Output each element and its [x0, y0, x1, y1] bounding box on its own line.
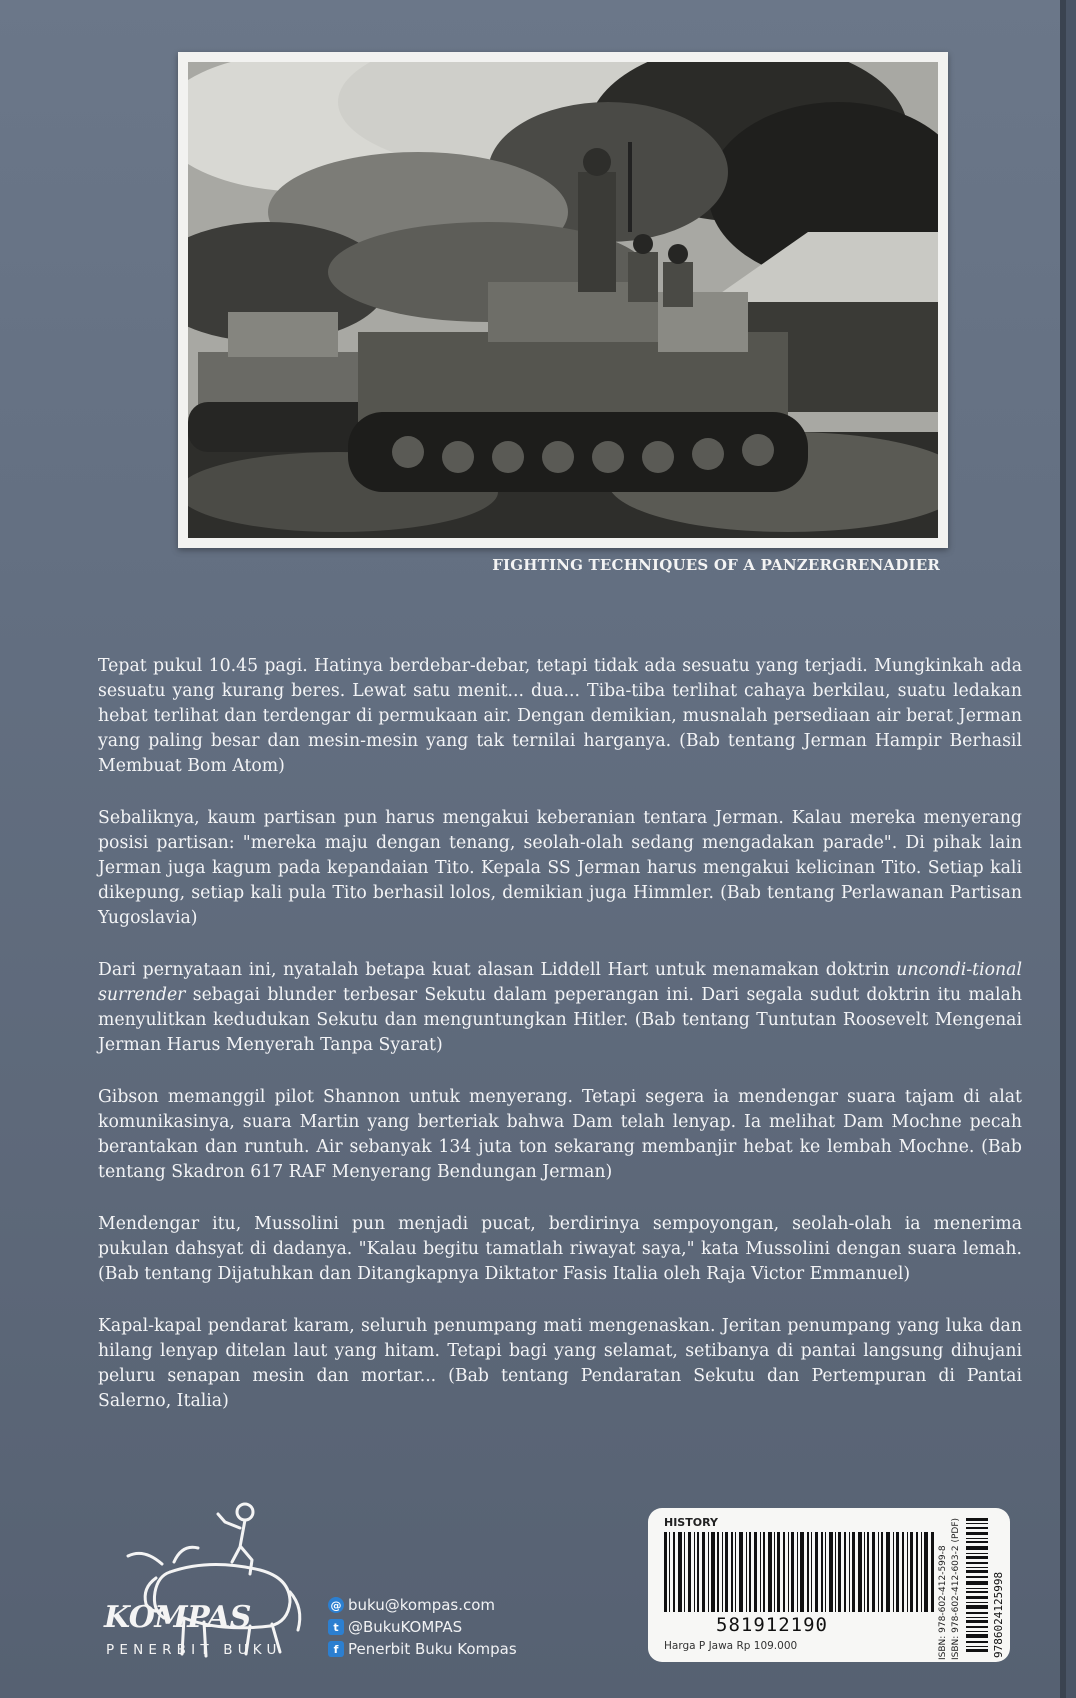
blurb-paragraph: Kapal-kapal pendarat karam, seluruh penumpang mati mengenaskan. Jeritan penumpang yang luka dan hilang lenyap ditelan laut yang hitam. Tetapi bagi yang selamat, setibanya di pantai langsung dihujani peluru senapan mesin dan mortar... (Bab tentang Pendaratan Sekutu dan Pertempuran di Pantai Salerno, Italia) — [98, 1316, 1022, 1411]
publisher-contacts — [328, 1594, 517, 1660]
barcode-panel — [648, 1508, 1010, 1662]
contact-facebook-label: Penerbit Buku Kompas — [348, 1640, 517, 1658]
blurb-text: sebagai blunder terbesar Sekutu dalam peperangan ini. Dari segala sudut doktrin itu malah menyulitkan kedudukan Sekutu dan menguntungkan Hitler. (Bab tentang Tuntutan Roosevelt Mengenai Jerman Harus Menyerah Tanpa Syarat) — [98, 985, 1022, 1055]
contact-facebook — [328, 1638, 517, 1660]
publisher-logo-name: KOMPAS — [104, 1600, 251, 1635]
facebook-icon: f — [328, 1641, 344, 1657]
barcode-number: 581912190 — [716, 1614, 828, 1636]
isbn-barcode-icon — [966, 1518, 988, 1654]
book-category: HISTORY — [664, 1516, 718, 1529]
war-photo — [188, 62, 938, 538]
barcode-bars-icon — [664, 1532, 936, 1612]
blurb-italic-term: uncondi-tional surrender — [98, 960, 1022, 1005]
contact-twitter — [328, 1616, 517, 1638]
contact-twitter-label: @BukuKOMPAS — [348, 1618, 463, 1636]
book-price: Harga P Jawa Rp 109.000 — [664, 1640, 798, 1652]
twitter-icon: t — [328, 1619, 344, 1635]
blurb-paragraph: Tepat pukul 10.45 pagi. Hatinya berdebar-debar, tetapi tidak ada sesuatu yang terjadi. Mungkinkah ada sesuatu yang kurang beres. Lewat satu menit... dua... Tiba-tiba terlihat cahaya berkilau, suatu ledakan hebat terlihat dan terdengar di permukaan air. Dengan demikian, musnalah persediaan air berat Jerman yang paling besar dan mesin-mesin yang tak ternilai harganya. (Bab tentang Jerman Hampir Berhasil Membuat Bom Atom) — [98, 656, 1022, 776]
photo-frame — [178, 52, 948, 548]
blurb-section — [98, 654, 1022, 1441]
email-icon: @ — [328, 1597, 344, 1613]
isbn-print: ISBN: 978-602-412-599-8 — [938, 1545, 948, 1660]
blurb-paragraph — [98, 958, 1022, 1058]
blurb-paragraph: Mendengar itu, Mussolini pun menjadi pucat, berdirinya sempoyongan, seolah-olah ia menerima pukulan dahsyat di dadanya. "Kalau begitu tamatlah riwayat saya," kata Mussolini dengan suara lemah. (Bab tentang Dijatuhkan dan Ditangkapnya Diktator Fasis Italia oleh Raja Victor Emmanuel) — [98, 1214, 1022, 1284]
contact-email-label: buku@kompas.com — [348, 1596, 496, 1614]
isbn-pdf: ISBN: 978-602-412-603-2 (PDF) — [951, 1517, 961, 1660]
publisher-logo-subtitle: PENERBIT BUKU — [106, 1642, 282, 1658]
contact-email — [328, 1594, 517, 1616]
blurb-paragraph: Gibson memanggil pilot Shannon untuk menyerang. Tetapi segera ia mendengar suara tajam di alat komunikasinya, suara Martin yang berteriak bahwa Dam telah lenyap. Ia melihat Dam Mochne pecah berantakan dan runtuh. Air sebanyak 134 juta ton sekarang membanjir hebat ke lembah Mochne. (Bab tentang Skadron 617 RAF Menyerang Bendungan Jerman) — [98, 1087, 1022, 1182]
panzer-photo-illustration — [188, 62, 938, 538]
blurb-text: Dari pernyataan ini, nyatalah betapa kuat alasan Liddell Hart untuk menamakan doktrin — [98, 960, 897, 980]
buffalo-rider-logo-icon — [100, 1492, 320, 1662]
photo-caption: FIGHTING TECHNIQUES OF A PANZERGRENADIER — [492, 556, 940, 574]
ean-number: 9786024125998 — [992, 1571, 1005, 1658]
blurb-paragraph: Sebaliknya, kaum partisan pun harus mengakui keberanian tentara Jerman. Kalau mereka menyerang posisi partisan: "mereka maju dengan tenang, seolah-olah sedang mengadakan parade". Di pihak lain Jerman juga kagum pada kepandaian Tito. Kepala SS Jerman harus mengakui kelicinan Tito. Setiap kali dikepung, setiap kali pula Tito berhasil lolos, demikian juga Himmler. (Bab tentang Perlawanan Partisan Yugoslavia) — [98, 808, 1022, 928]
